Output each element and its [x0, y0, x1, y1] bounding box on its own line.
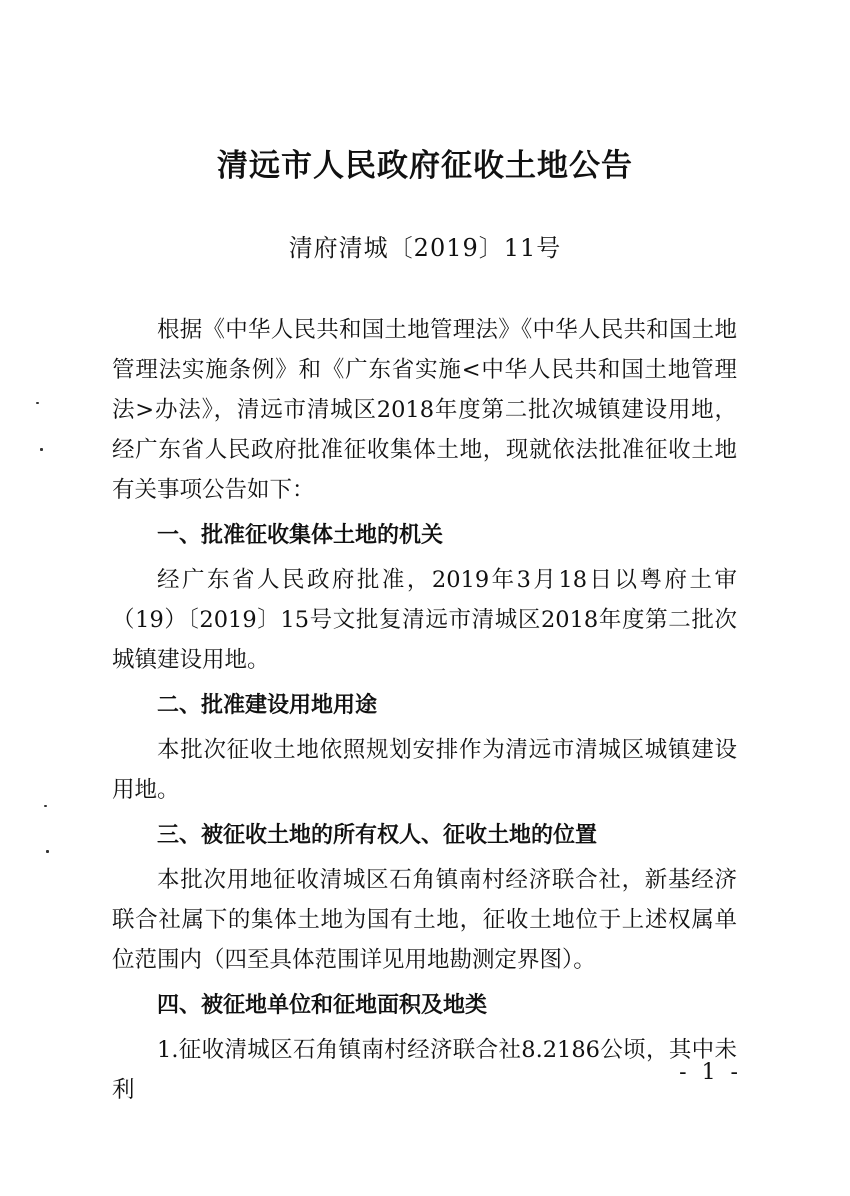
scan-speck — [40, 448, 43, 451]
section-heading-3: 三、被征收土地的所有权人、征收土地的位置 — [157, 823, 598, 848]
section-text-1: 经广东省人民政府批准，2019年3月18日以粤府土审（19）〔2019〕15号文批复清远市清城区2018年度第二批次城镇建设用地。 — [112, 567, 737, 673]
scan-speck — [36, 402, 39, 404]
scan-speck — [44, 805, 47, 807]
document-body — [112, 310, 737, 1110]
section-heading-4: 四、被征地单位和征地面积及地类 — [157, 993, 488, 1018]
section-text-3: 本批次用地征收清城区石角镇南村经济联合社，新基经济联合社属下的集体土地为国有土地，征收土地位于上述权属单位范围内（四至具体范围详见用地勘测定界图）。 — [112, 867, 737, 973]
section-heading-1: 一、批准征收集体土地的机关 — [157, 523, 444, 548]
section-heading-2: 二、批准建设用地用途 — [157, 693, 378, 718]
page-title: 清远市人民政府征收土地公告 — [217, 148, 633, 184]
document-number: 清府清城〔2019〕11号 — [288, 234, 562, 262]
intro-paragraph: 根据《中华人民共和国土地管理法》《中华人民共和国土地管理法实施条例》和《广东省实施<中华人民共和国土地管理法>办法》，清远市清城区2018年度第二批次城镇建设用地，经广东省人民政府批准征收集体土地，现就依法批准征收土地有关事项公告如下： — [112, 317, 737, 503]
scan-speck — [46, 850, 49, 853]
section-text-2: 本批次征收土地依照规划安排作为清远市清城区城镇建设用地。 — [112, 737, 737, 803]
section-text-4: 1.征收清城区石角镇南村经济联合社8.2186公顷，其中未利 — [112, 1037, 737, 1103]
page-number: - 1 - — [679, 1060, 742, 1085]
